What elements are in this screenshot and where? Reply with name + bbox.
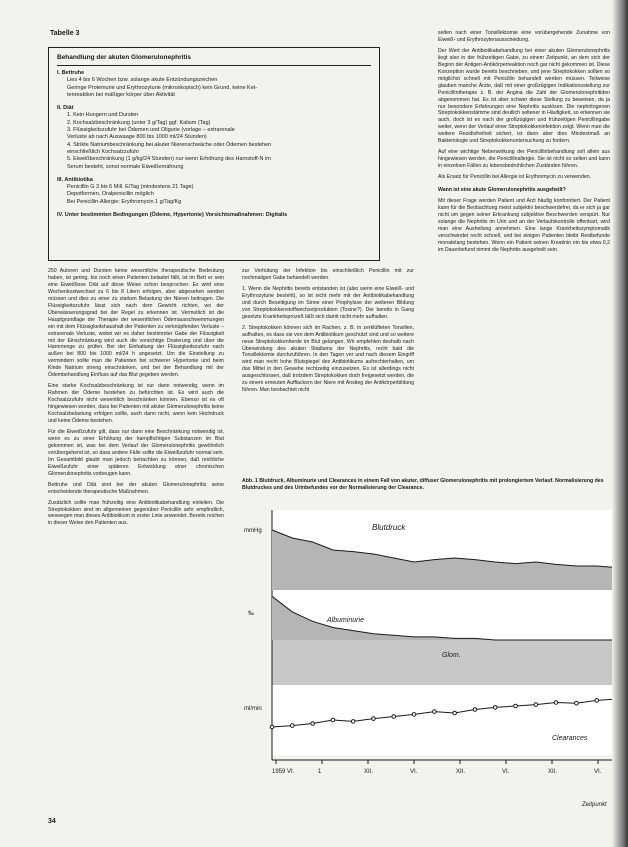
table-section-heading: IV. Unter bestimmten Bedingungen (Ödeme, Hypertonie) Vorsichtsmaßnahmen: Digitalis <box>57 212 288 219</box>
page-number: 34 <box>48 818 56 825</box>
table-line: Verluste ab nach Auswaage 800 bis 1000 ml/24 Stunden) <box>67 134 207 141</box>
y-unit-permil: ‰ <box>248 611 254 617</box>
paragraph: Der Wert der Antibiotikabehandlung bei einer akuten Glomerulonephritis liegt also in der frühzeitigen Gabe, zu einem Zeitpunkt, an dem sich der Beginn der Antigen-Antikörperreaktion noch gar nicht gekommen ist. Diese Konzeption wurde bereits beschrieben, und jene Streptokokken sollten so möglichst schnell mit Penicillin behandelt werden müssen. Teilweise glauben manche Ärzte, daß mit einer großzügigen Indikationsstellung zur Penicillintherapie z. B. der Angina die Zahl der Glomerulonephritiden abgenommen hat. Es ist aber schwer diese Stellung zu beweisen, da ja nur besondere Erfahrungen eine Nephritis auslösen. Die nephritogenen Streptokokkenstämme sind deutlich seltener in Häufigkeit, so erkennen sie auch, doch ist es nach der großzügigen und frühzeitigen Penicillingabe weiter, wenn der Verlauf einer Streptokokkeninfektion zeigt. Wenn man die weitere Rezidivfreiheit sichert, ist dann aber dies Mindestmaß an Bakteriologie und Streptokokkenuntersuchung zu fordern. <box>438 47 610 145</box>
table-line: Depotformen, Oralpenicillin möglich <box>67 191 154 198</box>
table-line: 2. Kochsalzbeschränkung (unter 3 g/Tag) ggf. Kalium (Tag) <box>67 119 211 126</box>
paragraph: 250 Autoren und Dursten keine wesentliche therapeutische Bedeutung haben, ist gering, bis noch einen Patienten belastet fällt, ist im Bett er sein eine Eiweißlose Diät auf diese Weise schon besprochen. Es wird eine Wochenkostwechsel zu 6 bis 8 Litern erfolgen, aber abgesehen werden müssen und dies zu einer zu starken Belastung der Nieren beitragen. Die Flüssigkeitszufuhr lässt sich nach dem Gewicht richten, wo der Überwässerungsgrad bei der Regel zu erkennen ist. Vermutlich ist die Hauptgrundlage der Therapie der wesentlichen Ödemausschwemmungen ein mit dem Flüssigkeitshaushalt der Patienten zu verknüpfenden Verluste – extrarenale Verluste, wobei wir es daher bestimmter Gabe der Flüssigkeit mit der Einschränkung wird auch die vorsichtige Dosierung und über die Harnmenge zu prüfen. Bei der Einhaltung der Flüssigkeitszufuhr nach außen bei 800 bis 1000 ml/24 h angesetzt. Um die Einstellung zu vermindern sollte man die Patienten bei schwerer Hypertonie und beim Kinde Natrium streng einschränken, und bei der Behandlung mit der Ödembehandlung Einfluss auf das Blut gegeben werden. <box>48 268 224 379</box>
data-point <box>554 701 558 705</box>
paragraph: Für die Eiweißzufuhr gilt, dass nur dann eine Beschränkung notwendig ist, wenn es zu einer Erhöhung der harnpflichtigen Substanzen im Blut gekommen ist, was bei dem Verlauf der Glomerulonephritis gewöhnlich vorübergehend ist, so dass andere Fälle sollte die Eiweißzufuhr normal sein. Im Gesamtbild glaubt man jedoch betrachten zu können, daß reichliche Eiweißzufuhr einer späteren Entwicklung einer chronischen Glomerulonephritis vorbeugen kann. <box>48 428 224 477</box>
paragraph: Mit dieser Frage werden Patient und Arzt häufig konfrontiert. Der Patient kann für die Beobachtung meist subjektiv beschwerdefrei, da er sich ja gar nicht um gegen seiner Erkrankung subjektive Beschwerden verspürt. Nur solange die Nephritis im Urin und an der Verlaufskontrolle offenbart, wird man eine Ausheilung annehmen. Eine lange Krankheitssymptomatik verschwindet recht schnell, und bei einigen Patienten bleibt Restbefunde monatelang bestehen. Wenn ein Patient seinen Kreatinin ein bis etwa 0,2 im Dauerbefund nimmt die Nephritis ausgeheilt sein. <box>438 198 610 253</box>
paragraph: 1. Wenn die Nephritis bereits entstanden ist (also wenn eine Eiweiß- und Erythrozyturie besteht), so ist nicht mehr mit der Antibiotikabehandlung und durch Beseitigung im Sinne einer Prophylaxe der weiteren Bildung von Streptokokkenstoffwechselprodukten (Toxine?). Der bereits in Gang gesetzte Krankheitsprozeß läßt sich damit nicht mehr aufhalten. <box>242 285 414 320</box>
table-line: Lies 4 bis 6 Wochen bzw. solange akute Entzündungszeichen <box>67 77 218 84</box>
data-point <box>534 703 538 707</box>
x-tick-label: 1 <box>318 769 322 775</box>
label-clearances: Clearances <box>552 735 588 742</box>
data-point <box>372 717 376 721</box>
x-tick-label: XII. <box>456 769 466 775</box>
table-section <box>57 105 271 171</box>
table-section-heading: I. Bettruhe <box>57 70 85 76</box>
table-line: einschließlich Kochsalzzufuhr <box>67 148 140 155</box>
data-point <box>290 724 294 728</box>
right-column <box>438 30 610 475</box>
label-glom: Glom. <box>442 652 461 659</box>
data-point <box>453 711 457 715</box>
data-point <box>392 715 396 719</box>
paragraph: zur Verhütung der Infektion bis einschließlich Penicillin mit zur nochmaligen Gabe behandelt werden. <box>242 268 414 281</box>
left-column <box>48 268 224 808</box>
table-caption: Tabelle 3 <box>50 30 80 37</box>
clearance-panel <box>272 685 622 755</box>
y-unit-mlmin: ml/min <box>244 706 262 712</box>
table-line: 4. Strikte Natriumbeschränkung bei akuter Nierenschwäche oder Ödemen bestehen <box>67 141 272 148</box>
data-point <box>493 706 497 710</box>
paragraph: Auf eine wichtige Nebenwirkung der Penicillinbehandlung soll allein aus hingewiesen werden, die Penicillinallergie. Sie ist nicht so selten und kann in einzelnen Fällen zu lebensbedrohlichen Zuständen führen. <box>438 149 610 170</box>
table-section-heading: III. Antibiotika <box>57 176 93 183</box>
table-line: 3. Flüssigkeitszufuhr bei Ödemen und Oligurie (vorlage – extrarenale <box>67 127 235 134</box>
paragraph: Bettruhe und Diät sind bei der akuten Glomerulonephritis seine entscheidende therapeutische Maßnahmen. <box>48 481 224 495</box>
data-point <box>433 710 437 714</box>
table-title: Behandlung der akuten Glomerulonephritis <box>57 54 191 61</box>
x-axis-label: Zeitpunkt <box>582 802 607 808</box>
label-blutdruck: Blutdruck <box>372 523 406 532</box>
data-point <box>575 701 579 705</box>
treatment-table <box>48 47 380 261</box>
table-line: Serum besteht, sonst normale Eiweißernährung <box>67 163 184 170</box>
x-tick-label: VI. <box>594 769 602 775</box>
paragraph: Wann ist eine akute Glomerulonephritis ausgeheilt? <box>438 187 566 194</box>
clinical-chart <box>242 510 622 812</box>
x-tick-label: VI. <box>410 769 418 775</box>
x-tick-label: VI. <box>502 769 510 775</box>
table-rule <box>57 65 371 66</box>
table-section <box>57 177 193 206</box>
data-point <box>270 725 274 729</box>
x-tick-label: XII. <box>364 769 374 775</box>
glom-panel <box>272 640 622 685</box>
y-unit-mmhg: mmHg <box>244 528 262 534</box>
table-line: Bei Penicillin-Allergie: Erythromycin 1 g/Tag/Kg <box>67 198 182 205</box>
data-point <box>514 704 518 708</box>
data-point <box>351 720 355 724</box>
paragraph: selten nach einer Tonsillektomie eine vorübergehende Zunahme von Eiweiß- und Erythrozytenausscheidung. <box>438 30 610 43</box>
middle-column <box>242 268 414 473</box>
table-line: Penicillin G 3 bis 6 Mill. E/Tag (mindestens 21 Tage) <box>67 184 194 191</box>
data-point <box>311 722 315 726</box>
table-section-heading: II. Diät <box>57 105 74 112</box>
table-line: Geringe Proteinurie und Erythrozyturie (mikroskopisch) kein Grund, keine Ket- <box>67 84 258 91</box>
figure-caption: Abb. 1 Blutdruck, Albuminurie und Clearances in einem Fall von akuter, diffuser Glomerulonephritis mit prolongiertem Verlauf. Normalisierung des Blutdruckes und des Urinbefundes vor der Normalisierung der Clearance. <box>242 478 604 491</box>
table-line: 1. Kein Hungern und Dursten <box>67 112 139 119</box>
scan-edge-shadow <box>612 0 628 847</box>
x-tick-label: XII. <box>548 769 558 775</box>
paragraph: 2. Streptokokken können sich im Rachen, z. B. in zerklüfteten Tonsillen, aufhalten, es dass sie von dem Antibiotikum geschützt sind und so weitere neue Streptokokkenherde im Blut gelangen. Wir empfehlen deshalb nach Überwindung des akuten Stadiums der Nephritis, recht bald die Tonsillektomie durchzuführen. In den Tagen vor und nach diesem Eingriff wird man recht hohe Blutspiegel des Antibiotikums aufrechterhalten, um das Mittel in den Gewebe rechtzeitig einzusetzen. Es ist allerdings nicht ausgeschlossen, daß trotzdem Streptokokken doch freigesetzt werden, die zu einem erneuten Aufflackern der Niere mit Anstieg der Antikörperbildung führen. Man beobachtet nicht <box>242 324 414 394</box>
data-point <box>595 699 599 703</box>
table-line: 5. Eiweißbeschränkung (1 g/kg/24 Stunden) nur wenn Erhöhung des Harnstoff-N im <box>67 156 271 163</box>
data-point <box>412 713 416 717</box>
paragraph: Zusätzlich sollte man frühzeitig eine Antibiotikabehandlung einleiten. Die Streptokokken sind im allgemeinen gegenüber Penicillin sehr empfindlich, weswegen man dieses Antibiotikum in erster Linie anwendet. Bereits reichen in dieser Weise den Patienten aus. <box>48 499 224 527</box>
table-line: tenreaktion bei mäßiger körper über Aktivität <box>67 91 175 98</box>
paragraph: Als Ersatz für Penicillin bei Allergie ist Erythromycin zu verwenden. <box>438 174 592 181</box>
paragraph: Eine starke Kochsalzbeschränkung ist nur dann notwendig, wenn im Rahmen der Ödeme bestehen zu befürchten ist. Es wird auch die Kochsalzzufuhr nicht wesentlich beschränken können. Ebenso ist es oft hingewiesen worden, dass bei Patienten mit akuter Glomerulonephritis keine Kochsalzbelastung erfolgen sollte, auch dann nicht, wenn kein Hochdruck und keine Ödeme bestehen. <box>48 383 224 425</box>
table-section <box>57 212 287 219</box>
data-point <box>331 718 335 722</box>
label-albuminurie: Albuminurie <box>327 617 364 624</box>
table-section <box>57 70 257 99</box>
data-point <box>473 708 477 712</box>
x-tick-label: 1959 VI. <box>272 769 295 775</box>
